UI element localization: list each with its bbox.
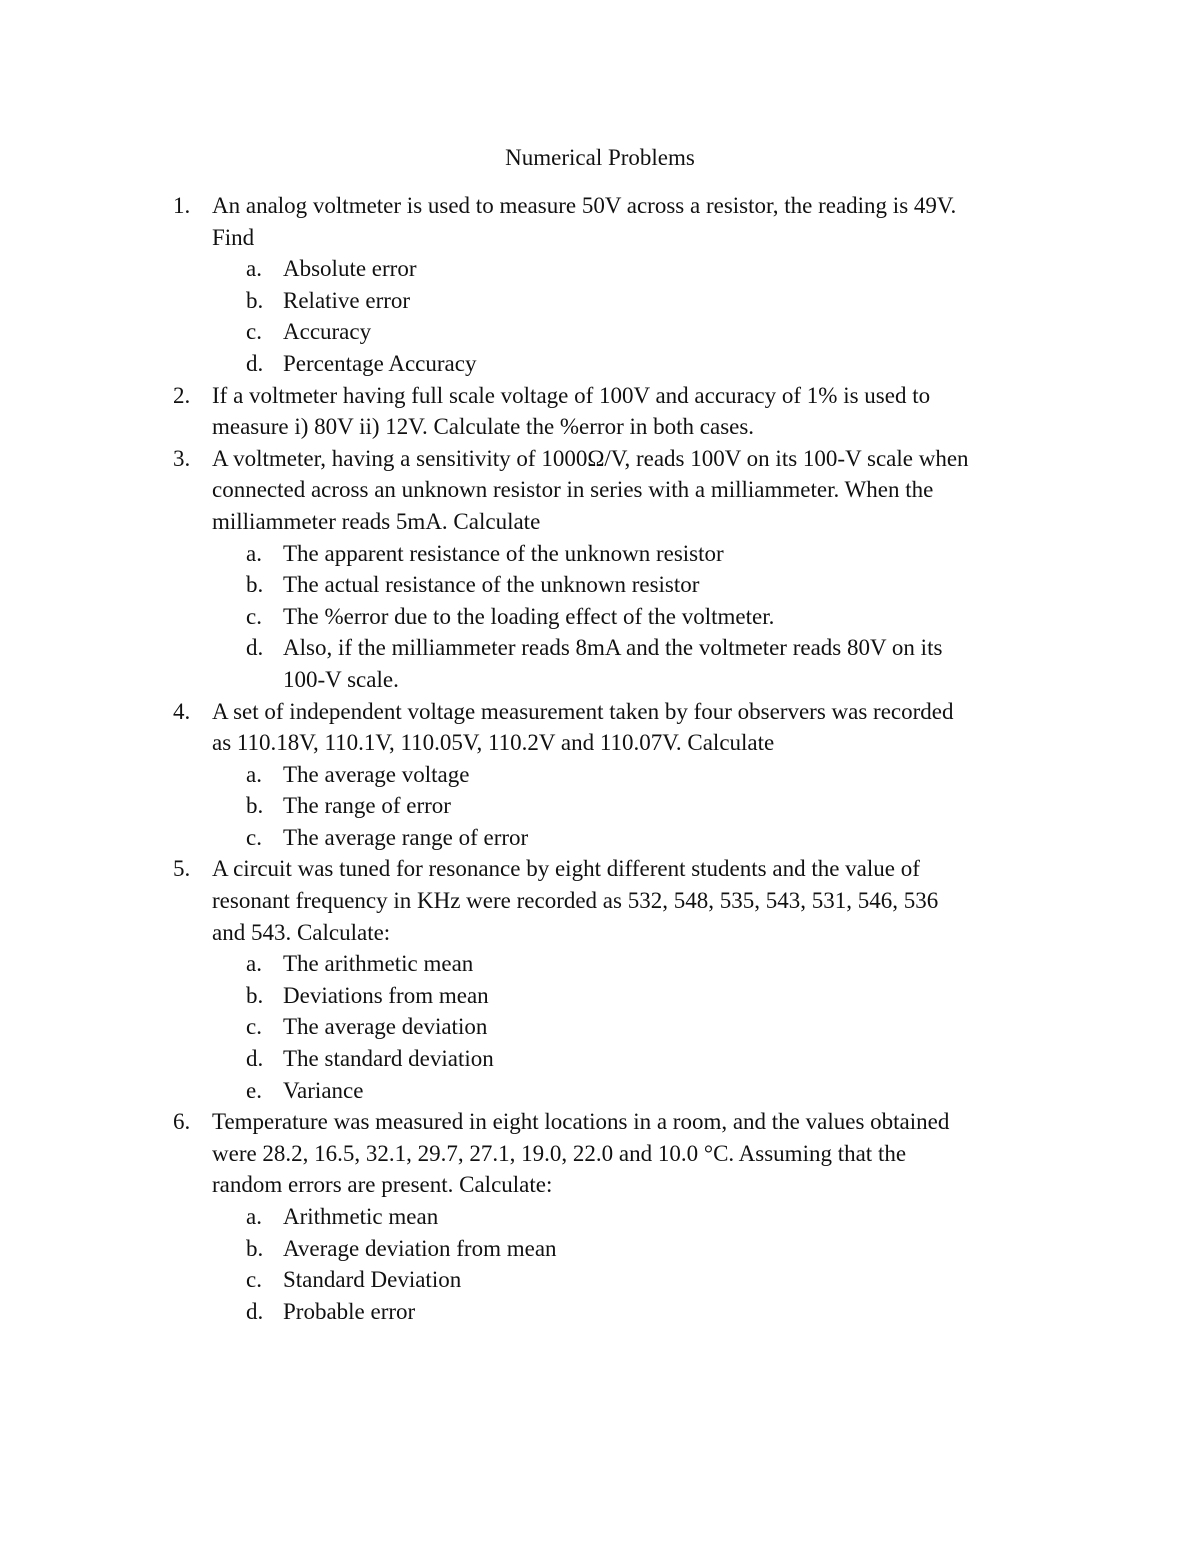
subitem-letter: d. (246, 635, 264, 661)
subitem-text: 100-V scale. (283, 666, 399, 692)
problem-number: 6. (173, 1109, 191, 1135)
subitem-letter: a. (246, 761, 262, 787)
subitem-text: The range of error (283, 793, 451, 819)
subitem-letter: c. (246, 1267, 262, 1293)
subitem-text: Average deviation from mean (283, 1235, 557, 1261)
subitem-line (0, 538, 1200, 570)
subitem-text: Probable error (283, 1298, 416, 1324)
subitem-text: Standard Deviation (283, 1267, 462, 1293)
subitem-letter: d. (246, 350, 264, 376)
problem-number: 1. (173, 193, 191, 218)
subitem-text: Percentage Accuracy (283, 350, 477, 376)
subitem-text: The actual resistance of the unknown resistor (283, 572, 700, 598)
subitem-letter: b. (246, 982, 264, 1008)
problem-2 (0, 380, 1200, 443)
problem-4 (0, 696, 1200, 854)
subitem-text: The average deviation (283, 1014, 488, 1040)
subitem-letter: c. (246, 824, 262, 850)
subitem-line (0, 285, 1200, 317)
subitem-text: The average voltage (283, 761, 470, 787)
problem-line (0, 506, 1200, 538)
problem-text: were 28.2, 16.5, 32.1, 29.7, 27.1, 19.0, 22.0 and 10.0 °C. Assuming that the (212, 1140, 907, 1166)
subitem-line (0, 790, 1200, 822)
subitem-text: Also, if the milliammeter reads 8mA and the voltmeter reads 80V on its (283, 635, 943, 661)
subitem-text: The %error due to the loading effect of the voltmeter. (283, 603, 775, 629)
problem-line (0, 1169, 1200, 1201)
subitem-line (0, 1264, 1200, 1296)
subitem-text: Deviations from mean (283, 982, 489, 1008)
subitem-letter: b. (246, 793, 264, 819)
subitem-text: The apparent resistance of the unknown resistor (283, 540, 724, 566)
problem-text: If a voltmeter having full scale voltage of 100V and accuracy of 1% is used to (212, 382, 931, 408)
problem-text: Find (212, 224, 255, 250)
subitem-text: Variance (283, 1077, 364, 1103)
subitem-line (0, 632, 1200, 664)
problem-text: A voltmeter, having a sensitivity of 1000Ω/V, reads 100V on its 100-V scale when (212, 445, 969, 471)
problem-line (0, 443, 1200, 475)
subitem-line (0, 759, 1200, 791)
subitem-line (0, 1075, 1200, 1107)
problem-text: Temperature was measured in eight locations in a room, and the values obtained (212, 1109, 950, 1135)
subitem-letter: d. (246, 1046, 264, 1072)
subitem-letter: c. (246, 1014, 262, 1040)
problem-line (0, 1106, 1200, 1138)
problem-line (0, 222, 1200, 254)
subitem-letter: b. (246, 572, 264, 598)
problem-number: 2. (173, 382, 191, 408)
problem-line (0, 380, 1200, 412)
subitem-letter: a. (246, 951, 262, 977)
problem-line (0, 727, 1200, 759)
subitem-line (0, 980, 1200, 1012)
problem-text: An analog voltmeter is used to measure 50V across a resistor, the reading is 49V. (212, 193, 957, 218)
problem-text: measure i) 80V ii) 12V. Calculate the %error in both cases. (212, 414, 755, 440)
problem-3 (0, 443, 1200, 696)
problem-line (0, 474, 1200, 506)
problem-line (0, 411, 1200, 443)
subitem-line (0, 664, 1200, 696)
problem-text: A circuit was tuned for resonance by eight different students and the value of (212, 856, 920, 882)
subitem-text: The arithmetic mean (283, 951, 474, 977)
subitem-text: Arithmetic mean (283, 1204, 439, 1229)
problem-line (0, 885, 1200, 917)
problem-line (0, 696, 1200, 728)
problem-1 (0, 190, 1200, 380)
subitem-letter: d. (246, 1298, 264, 1324)
subitem-text: The standard deviation (283, 1046, 494, 1072)
subitem-letter: a. (246, 540, 262, 566)
problem-text: milliammeter reads 5mA. Calculate (212, 508, 541, 534)
subitem-letter: b. (246, 287, 264, 313)
subitem-line (0, 569, 1200, 601)
subitem-line (0, 1233, 1200, 1265)
problem-line (0, 190, 1200, 222)
subitem-letter: e. (246, 1077, 262, 1103)
problem-number: 5. (173, 856, 191, 882)
subitem-line (0, 316, 1200, 348)
subitem-letter: b. (246, 1235, 264, 1261)
problem-text: as 110.18V, 110.1V, 110.05V, 110.2V and 110.07V. Calculate (212, 730, 775, 756)
problem-text: A set of independent voltage measurement taken by four observers was recorded (212, 698, 954, 724)
subitem-letter: c. (246, 319, 262, 345)
subitem-line (0, 348, 1200, 380)
problem-5 (0, 853, 1200, 1106)
subitem-line (0, 1011, 1200, 1043)
problem-text: and 543. Calculate: (212, 919, 391, 945)
problem-6 (0, 1106, 1200, 1327)
problem-text: random errors are present. Calculate: (212, 1172, 553, 1198)
problem-text: resonant frequency in KHz were recorded as 532, 548, 535, 543, 531, 546, 536 (212, 888, 939, 914)
subitem-line (0, 1296, 1200, 1328)
subitem-line (0, 948, 1200, 980)
subitem-letter: a. (246, 1204, 262, 1229)
problem-number: 3. (173, 445, 191, 471)
subitem-text: Accuracy (283, 319, 372, 345)
problem-list (0, 190, 1200, 1327)
subitem-text: Relative error (283, 287, 411, 313)
subitem-line (0, 253, 1200, 285)
problem-line (0, 1138, 1200, 1170)
subitem-letter: a. (246, 256, 262, 282)
subitem-line (0, 822, 1200, 854)
problem-text: connected across an unknown resistor in series with a milliammeter. When the (212, 477, 934, 503)
subitem-text: The average range of error (283, 824, 529, 850)
subitem-line (0, 601, 1200, 633)
subitem-line (0, 1201, 1200, 1233)
problem-line (0, 917, 1200, 949)
subitem-text: Absolute error (283, 256, 417, 282)
subitem-letter: c. (246, 603, 262, 629)
problem-number: 4. (173, 698, 191, 724)
problem-line (0, 853, 1200, 885)
subitem-line (0, 1043, 1200, 1075)
page-title: Numerical Problems (505, 145, 695, 170)
